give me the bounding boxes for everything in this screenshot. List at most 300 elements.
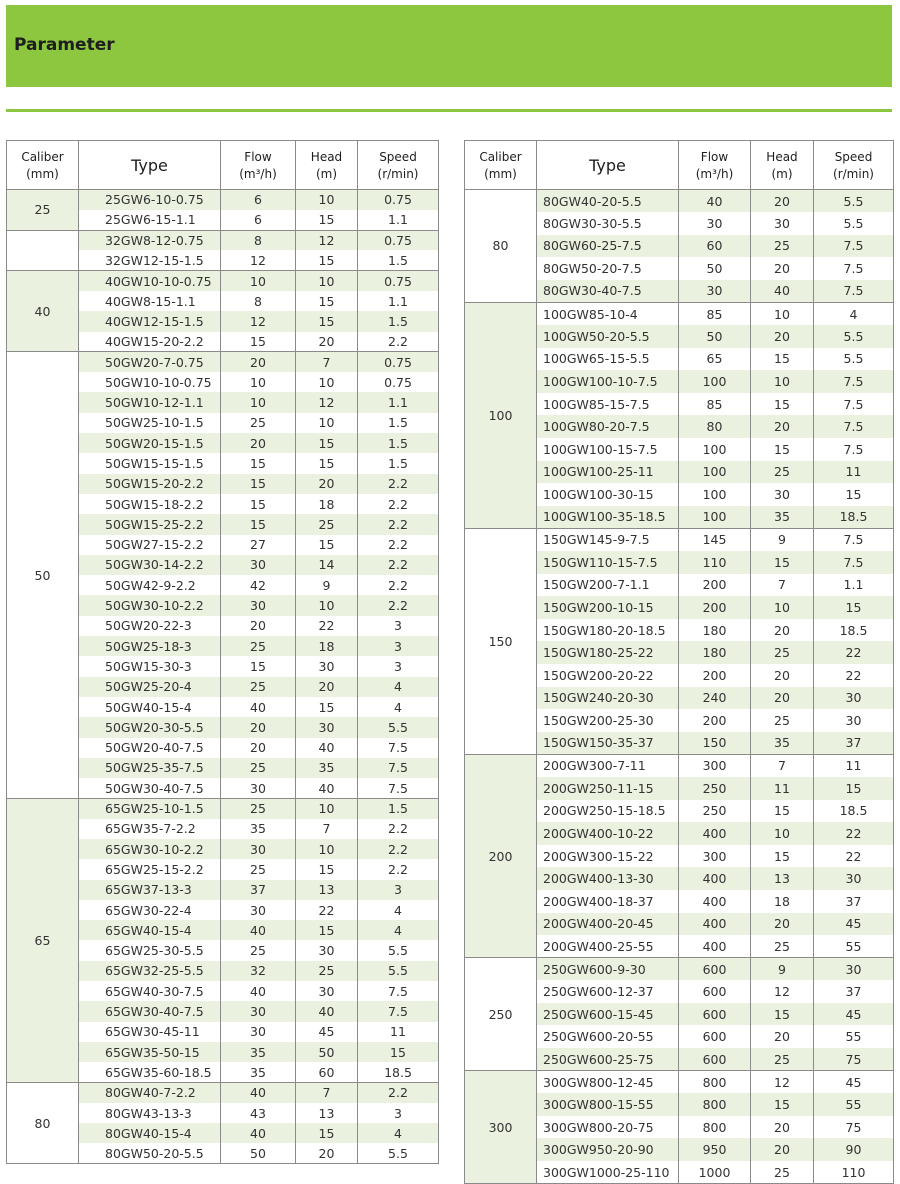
type-cell: 150GW200-20-22 — [537, 664, 679, 687]
speed-cell: 11 — [358, 1022, 439, 1042]
speed-cell: 2.2 — [358, 535, 439, 555]
flow-cell: 100 — [679, 370, 751, 393]
type-cell: 80GW50-20-7.5 — [537, 257, 679, 280]
flow-cell: 15 — [221, 494, 296, 514]
type-cell: 80GW40-15-4 — [79, 1123, 221, 1143]
type-cell: 200GW250-11-15 — [537, 777, 679, 800]
type-cell: 25GW6-10-0.75 — [79, 190, 221, 210]
head-cell: 10 — [296, 413, 358, 433]
flow-cell: 30 — [679, 280, 751, 303]
speed-cell: 2.2 — [358, 819, 439, 839]
type-cell: 250GW600-9-30 — [537, 958, 679, 981]
speed-cell: 2.2 — [358, 859, 439, 879]
type-cell: 150GW200-10-15 — [537, 596, 679, 619]
flow-cell: 37 — [221, 880, 296, 900]
flow-cell: 80 — [679, 415, 751, 438]
type-cell: 100GW85-10-4 — [537, 302, 679, 325]
type-cell: 150GW150-35-37 — [537, 732, 679, 755]
type-cell: 100GW65-15-5.5 — [537, 348, 679, 371]
type-cell: 65GW30-22-4 — [79, 900, 221, 920]
head-cell: 13 — [296, 1103, 358, 1123]
head-cell: 50 — [296, 1042, 358, 1062]
speed-cell: 37 — [814, 890, 894, 913]
speed-cell: 2.2 — [358, 575, 439, 595]
type-cell: 32GW8-12-0.75 — [79, 230, 221, 250]
type-cell: 50GW15-18-2.2 — [79, 494, 221, 514]
speed-cell: 5.5 — [358, 1143, 439, 1163]
caliber-cell — [7, 230, 79, 271]
table-row — [465, 190, 894, 213]
flow-cell: 85 — [679, 393, 751, 416]
flow-cell: 100 — [679, 461, 751, 484]
flow-cell: 800 — [679, 1071, 751, 1094]
type-cell: 65GW25-30-5.5 — [79, 940, 221, 960]
flow-cell: 30 — [679, 212, 751, 235]
type-cell: 80GW50-20-5.5 — [79, 1143, 221, 1163]
flow-cell: 6 — [221, 190, 296, 210]
flow-cell: 65 — [679, 348, 751, 371]
speed-header: Speed (r/min) — [814, 141, 894, 190]
head-cell: 25 — [751, 235, 814, 258]
head-cell: 20 — [751, 325, 814, 348]
head-cell: 10 — [751, 302, 814, 325]
parameter-table-left — [6, 140, 439, 1164]
type-cell: 150GW240-20-30 — [537, 687, 679, 710]
flow-cell: 25 — [221, 758, 296, 778]
type-cell: 50GW10-12-1.1 — [79, 392, 221, 412]
table-row — [465, 754, 894, 777]
type-cell: 50GW30-40-7.5 — [79, 778, 221, 798]
speed-cell: 5.5 — [358, 717, 439, 737]
flow-cell: 400 — [679, 822, 751, 845]
speed-cell: 4 — [814, 302, 894, 325]
head-cell: 20 — [751, 1138, 814, 1161]
type-cell: 300GW1000-25-110 — [537, 1161, 679, 1184]
speed-cell: 18.5 — [814, 506, 894, 529]
head-cell: 7 — [751, 754, 814, 777]
speed-cell: 7.5 — [358, 738, 439, 758]
head-cell: 20 — [751, 257, 814, 280]
type-cell: 80GW30-30-5.5 — [537, 212, 679, 235]
speed-cell: 30 — [814, 867, 894, 890]
flow-cell: 100 — [679, 438, 751, 461]
type-cell: 25GW6-15-1.1 — [79, 210, 221, 230]
speed-cell: 75 — [814, 1116, 894, 1139]
speed-cell: 7.5 — [358, 758, 439, 778]
type-cell: 50GW15-15-1.5 — [79, 453, 221, 473]
speed-cell: 2.2 — [358, 514, 439, 534]
table-header-row — [7, 141, 439, 190]
type-cell: 100GW80-20-7.5 — [537, 415, 679, 438]
head-cell: 12 — [751, 1071, 814, 1094]
speed-cell: 7.5 — [814, 280, 894, 303]
speed-cell: 2.2 — [358, 1083, 439, 1103]
flow-cell: 400 — [679, 913, 751, 936]
speed-cell: 110 — [814, 1161, 894, 1184]
speed-cell: 7.5 — [814, 415, 894, 438]
speed-cell: 18.5 — [814, 619, 894, 642]
speed-cell: 7.5 — [814, 257, 894, 280]
head-cell: 20 — [751, 190, 814, 213]
table-row — [7, 271, 439, 291]
head-cell: 15 — [296, 433, 358, 453]
flow-cell: 25 — [221, 677, 296, 697]
type-cell: 50GW40-15-4 — [79, 697, 221, 717]
speed-cell: 3 — [358, 656, 439, 676]
type-cell: 50GW10-10-0.75 — [79, 372, 221, 392]
head-cell: 20 — [751, 415, 814, 438]
type-cell: 50GW25-18-3 — [79, 636, 221, 656]
type-cell: 50GW25-20-4 — [79, 677, 221, 697]
speed-cell: 1.1 — [358, 291, 439, 311]
head-cell: 18 — [296, 494, 358, 514]
type-cell: 40GW10-10-0.75 — [79, 271, 221, 291]
head-cell: 10 — [296, 190, 358, 210]
table-row — [7, 230, 439, 250]
speed-cell: 7.5 — [814, 528, 894, 551]
speed-cell: 30 — [814, 958, 894, 981]
flow-cell: 15 — [221, 514, 296, 534]
caliber-cell: 80 — [465, 190, 537, 303]
flow-cell: 200 — [679, 596, 751, 619]
flow-cell: 600 — [679, 980, 751, 1003]
speed-cell: 7.5 — [814, 235, 894, 258]
flow-cell: 30 — [221, 595, 296, 615]
flow-cell: 400 — [679, 867, 751, 890]
caliber-header: Caliber (mm) — [465, 141, 537, 190]
head-cell: 10 — [296, 595, 358, 615]
type-cell: 65GW32-25-5.5 — [79, 961, 221, 981]
head-cell: 15 — [296, 291, 358, 311]
flow-cell: 25 — [221, 413, 296, 433]
type-cell: 50GW15-25-2.2 — [79, 514, 221, 534]
flow-cell: 50 — [679, 325, 751, 348]
flow-cell: 30 — [221, 1001, 296, 1021]
table-row — [465, 1071, 894, 1094]
flow-cell: 43 — [221, 1103, 296, 1123]
speed-cell: 22 — [814, 822, 894, 845]
flow-cell: 10 — [221, 372, 296, 392]
flow-cell: 10 — [221, 271, 296, 291]
table-row — [7, 352, 439, 372]
head-cell: 9 — [296, 575, 358, 595]
speed-cell: 0.75 — [358, 372, 439, 392]
flow-cell: 15 — [221, 453, 296, 473]
speed-cell: 1.5 — [358, 453, 439, 473]
speed-cell: 1.1 — [358, 392, 439, 412]
head-cell: 15 — [751, 800, 814, 823]
speed-cell: 2.2 — [358, 332, 439, 352]
speed-cell: 7.5 — [814, 393, 894, 416]
flow-cell: 800 — [679, 1116, 751, 1139]
head-cell: 9 — [751, 958, 814, 981]
type-cell: 50GW30-14-2.2 — [79, 555, 221, 575]
head-cell: 30 — [751, 212, 814, 235]
speed-cell: 75 — [814, 1048, 894, 1071]
type-cell: 50GW25-35-7.5 — [79, 758, 221, 778]
caliber-cell: 250 — [465, 958, 537, 1071]
caliber-cell: 40 — [7, 271, 79, 352]
flow-cell: 1000 — [679, 1161, 751, 1184]
head-cell: 45 — [296, 1022, 358, 1042]
head-cell: 25 — [296, 514, 358, 534]
head-cell: 7 — [296, 819, 358, 839]
head-cell: 40 — [751, 280, 814, 303]
speed-cell: 22 — [814, 641, 894, 664]
head-cell: 25 — [296, 961, 358, 981]
type-cell: 250GW600-15-45 — [537, 1003, 679, 1026]
head-cell: 30 — [751, 483, 814, 506]
flow-cell: 32 — [221, 961, 296, 981]
table-row — [7, 190, 439, 210]
type-cell: 50GW15-30-3 — [79, 656, 221, 676]
head-cell: 12 — [751, 980, 814, 1003]
table-row — [7, 798, 439, 818]
head-cell: 25 — [751, 461, 814, 484]
head-cell: 15 — [751, 1093, 814, 1116]
head-cell: 20 — [751, 664, 814, 687]
head-cell: 13 — [751, 867, 814, 890]
speed-cell: 55 — [814, 935, 894, 958]
flow-cell: 600 — [679, 1003, 751, 1026]
flow-cell: 60 — [679, 235, 751, 258]
flow-cell: 400 — [679, 890, 751, 913]
type-cell: 100GW100-10-7.5 — [537, 370, 679, 393]
flow-cell: 250 — [679, 777, 751, 800]
flow-cell: 40 — [221, 1123, 296, 1143]
type-cell: 65GW30-45-11 — [79, 1022, 221, 1042]
type-cell: 65GW25-15-2.2 — [79, 859, 221, 879]
head-cell: 15 — [296, 210, 358, 230]
type-header: Type — [537, 141, 679, 190]
flow-cell: 150 — [679, 732, 751, 755]
speed-cell: 7.5 — [358, 1001, 439, 1021]
type-cell: 100GW85-15-7.5 — [537, 393, 679, 416]
speed-cell: 3 — [358, 1103, 439, 1123]
type-cell: 150GW110-15-7.5 — [537, 551, 679, 574]
speed-cell: 7.5 — [358, 778, 439, 798]
type-cell: 200GW400-25-55 — [537, 935, 679, 958]
head-cell: 10 — [296, 372, 358, 392]
type-cell: 100GW50-20-5.5 — [537, 325, 679, 348]
flow-cell: 25 — [221, 636, 296, 656]
head-cell: 20 — [751, 1025, 814, 1048]
flow-cell: 200 — [679, 664, 751, 687]
flow-cell: 12 — [221, 250, 296, 270]
flow-cell: 6 — [221, 210, 296, 230]
flow-cell: 15 — [221, 332, 296, 352]
head-cell: 20 — [296, 474, 358, 494]
type-cell: 200GW300-7-11 — [537, 754, 679, 777]
flow-cell: 30 — [221, 839, 296, 859]
head-cell: 10 — [296, 271, 358, 291]
head-cell: 7 — [296, 352, 358, 372]
head-cell: 15 — [751, 348, 814, 371]
head-cell: 18 — [296, 636, 358, 656]
type-cell: 80GW60-25-7.5 — [537, 235, 679, 258]
type-cell: 65GW35-7-2.2 — [79, 819, 221, 839]
speed-cell: 5.5 — [814, 348, 894, 371]
flow-cell: 30 — [221, 778, 296, 798]
flow-cell: 25 — [221, 859, 296, 879]
head-cell: 20 — [296, 332, 358, 352]
speed-cell: 3 — [358, 616, 439, 636]
speed-cell: 15 — [814, 483, 894, 506]
flow-cell: 35 — [221, 819, 296, 839]
type-cell: 50GW25-10-1.5 — [79, 413, 221, 433]
type-cell: 200GW400-10-22 — [537, 822, 679, 845]
flow-cell: 40 — [221, 981, 296, 1001]
speed-cell: 0.75 — [358, 190, 439, 210]
head-cell: 15 — [751, 1003, 814, 1026]
speed-cell: 4 — [358, 920, 439, 940]
head-cell: 25 — [751, 709, 814, 732]
head-cell: 30 — [296, 940, 358, 960]
divider — [6, 109, 892, 112]
flow-cell: 400 — [679, 935, 751, 958]
flow-cell: 42 — [221, 575, 296, 595]
head-cell: 7 — [751, 574, 814, 597]
flow-header: Flow (m³/h) — [221, 141, 296, 190]
flow-cell: 40 — [221, 920, 296, 940]
speed-cell: 30 — [814, 709, 894, 732]
speed-cell: 18.5 — [358, 1062, 439, 1082]
type-cell: 300GW800-12-45 — [537, 1071, 679, 1094]
speed-cell: 7.5 — [814, 370, 894, 393]
flow-cell: 180 — [679, 619, 751, 642]
flow-cell: 20 — [221, 616, 296, 636]
speed-cell: 22 — [814, 664, 894, 687]
head-cell: 20 — [296, 1143, 358, 1163]
flow-cell: 300 — [679, 754, 751, 777]
type-cell: 50GW27-15-2.2 — [79, 535, 221, 555]
flow-cell: 35 — [221, 1042, 296, 1062]
head-cell: 25 — [751, 1161, 814, 1184]
head-cell: 15 — [296, 250, 358, 270]
speed-cell: 1.5 — [358, 433, 439, 453]
caliber-cell: 150 — [465, 528, 537, 754]
speed-cell: 1.5 — [358, 798, 439, 818]
type-cell: 300GW800-15-55 — [537, 1093, 679, 1116]
type-cell: 80GW40-7-2.2 — [79, 1083, 221, 1103]
head-cell: 18 — [751, 890, 814, 913]
flow-cell: 25 — [221, 798, 296, 818]
flow-cell: 27 — [221, 535, 296, 555]
type-cell: 150GW180-25-22 — [537, 641, 679, 664]
speed-cell: 7.5 — [814, 438, 894, 461]
speed-cell: 45 — [814, 1003, 894, 1026]
head-cell: 30 — [296, 717, 358, 737]
type-cell: 80GW30-40-7.5 — [537, 280, 679, 303]
type-cell: 65GW37-13-3 — [79, 880, 221, 900]
speed-cell: 15 — [814, 596, 894, 619]
type-cell: 65GW30-40-7.5 — [79, 1001, 221, 1021]
type-cell: 100GW100-25-11 — [537, 461, 679, 484]
flow-cell: 240 — [679, 687, 751, 710]
speed-cell: 22 — [814, 845, 894, 868]
speed-cell: 2.2 — [358, 494, 439, 514]
table-row — [465, 528, 894, 551]
speed-cell: 2.2 — [358, 555, 439, 575]
flow-cell: 12 — [221, 311, 296, 331]
caliber-header: Caliber (mm) — [7, 141, 79, 190]
speed-cell: 0.75 — [358, 271, 439, 291]
flow-cell: 200 — [679, 574, 751, 597]
type-cell: 50GW42-9-2.2 — [79, 575, 221, 595]
flow-cell: 15 — [221, 656, 296, 676]
speed-cell: 1.1 — [814, 574, 894, 597]
type-cell: 150GW145-9-7.5 — [537, 528, 679, 551]
head-cell: 35 — [751, 506, 814, 529]
type-cell: 65GW25-10-1.5 — [79, 798, 221, 818]
caliber-cell: 300 — [465, 1071, 537, 1184]
speed-cell: 37 — [814, 732, 894, 755]
head-cell: 60 — [296, 1062, 358, 1082]
speed-cell: 1.5 — [358, 250, 439, 270]
head-cell: 20 — [751, 913, 814, 936]
head-cell: 25 — [751, 641, 814, 664]
caliber-cell: 65 — [7, 798, 79, 1082]
speed-cell: 4 — [358, 900, 439, 920]
flow-cell: 180 — [679, 641, 751, 664]
speed-cell: 2.2 — [358, 595, 439, 615]
type-cell: 50GW20-15-1.5 — [79, 433, 221, 453]
head-cell: 15 — [296, 920, 358, 940]
flow-cell: 100 — [679, 483, 751, 506]
speed-cell: 15 — [358, 1042, 439, 1062]
speed-cell: 1.5 — [358, 311, 439, 331]
caliber-cell: 200 — [465, 754, 537, 957]
speed-cell: 7.5 — [358, 981, 439, 1001]
type-cell: 300GW800-20-75 — [537, 1116, 679, 1139]
head-cell: 15 — [296, 311, 358, 331]
type-cell: 250GW600-25-75 — [537, 1048, 679, 1071]
type-cell: 50GW20-40-7.5 — [79, 738, 221, 758]
head-cell: 20 — [751, 687, 814, 710]
speed-cell: 0.75 — [358, 352, 439, 372]
flow-cell: 8 — [221, 230, 296, 250]
speed-cell: 1.5 — [358, 413, 439, 433]
speed-cell: 55 — [814, 1025, 894, 1048]
caliber-cell: 100 — [465, 302, 537, 528]
head-cell: 15 — [296, 535, 358, 555]
type-cell: 100GW100-15-7.5 — [537, 438, 679, 461]
speed-cell: 3 — [358, 636, 439, 656]
speed-cell: 30 — [814, 687, 894, 710]
head-cell: 10 — [751, 822, 814, 845]
head-cell: 11 — [751, 777, 814, 800]
flow-cell: 15 — [221, 474, 296, 494]
head-cell: 12 — [296, 230, 358, 250]
flow-cell: 30 — [221, 900, 296, 920]
flow-cell: 145 — [679, 528, 751, 551]
speed-cell: 2.2 — [358, 839, 439, 859]
head-cell: 9 — [751, 528, 814, 551]
head-cell: 25 — [751, 1048, 814, 1071]
flow-cell: 20 — [221, 433, 296, 453]
head-cell: 15 — [751, 393, 814, 416]
type-cell: 100GW100-30-15 — [537, 483, 679, 506]
head-cell: 40 — [296, 738, 358, 758]
type-cell: 65GW35-60-18.5 — [79, 1062, 221, 1082]
head-cell: 30 — [296, 981, 358, 1001]
type-cell: 150GW180-20-18.5 — [537, 619, 679, 642]
flow-cell: 250 — [679, 800, 751, 823]
head-cell: 40 — [296, 778, 358, 798]
head-cell: 15 — [751, 438, 814, 461]
type-cell: 200GW400-20-45 — [537, 913, 679, 936]
flow-cell: 800 — [679, 1093, 751, 1116]
